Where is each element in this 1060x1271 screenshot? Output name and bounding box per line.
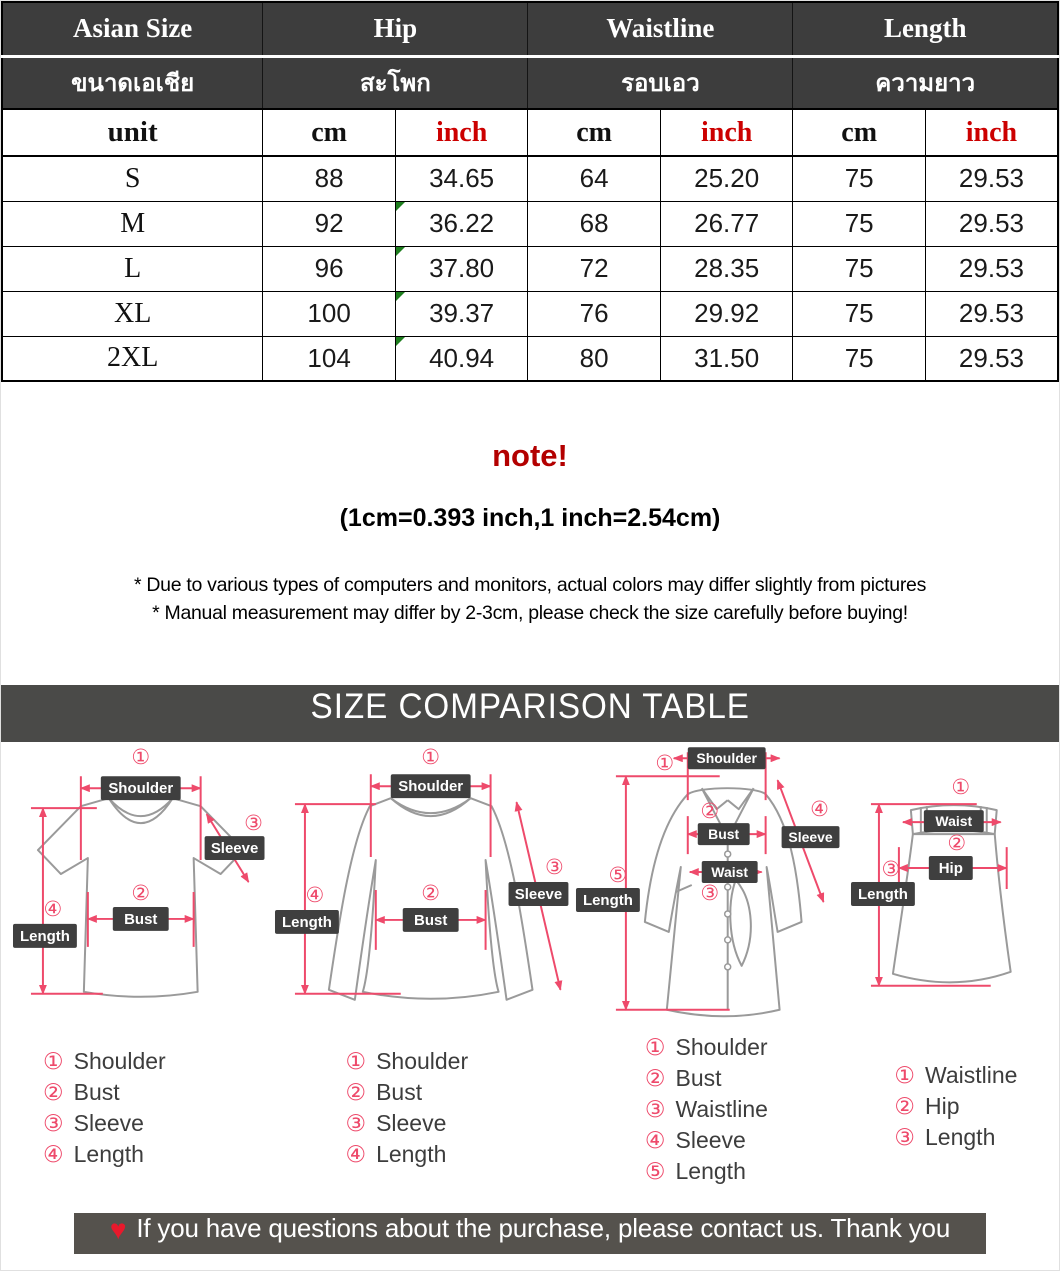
size-comparison-title: SIZE COMPARISON TABLE bbox=[310, 687, 750, 726]
header-hip-th: สะโพก bbox=[263, 56, 528, 109]
length-label bbox=[851, 882, 915, 906]
size-row: S 88 34.65 64 25.20 75 29.53 bbox=[2, 156, 1058, 201]
legend-item: ④ Length bbox=[43, 1141, 144, 1168]
size-row: XL 100 39.37 76 29.92 75 29.53 bbox=[2, 291, 1058, 336]
legend-long-sleeve bbox=[270, 1046, 569, 1170]
legend-item: ③ Sleeve bbox=[345, 1110, 447, 1137]
svg-text:Sleeve: Sleeve bbox=[514, 885, 562, 903]
size-row: 2XL 104 40.94 80 31.50 75 29.53 bbox=[2, 336, 1058, 381]
legend-tshirt bbox=[11, 1046, 270, 1170]
circled-4: ④ bbox=[810, 797, 829, 822]
coat-diagram bbox=[570, 742, 849, 1032]
size-cell: XL bbox=[2, 291, 263, 336]
svg-text:Shoulder: Shoulder bbox=[108, 780, 174, 798]
unit-cm: cm bbox=[263, 109, 396, 156]
header-waistline: Waistline bbox=[528, 2, 793, 56]
unit-label: unit bbox=[2, 109, 263, 156]
legend-item: ④ Sleeve bbox=[644, 1127, 746, 1154]
circled-2: ② bbox=[420, 880, 440, 905]
svg-text:Sleeve: Sleeve bbox=[210, 840, 259, 858]
svg-text:Hip: Hip bbox=[939, 860, 964, 878]
header-hip: Hip bbox=[263, 2, 528, 56]
circled-2: ② bbox=[700, 799, 720, 824]
unit-cm: cm bbox=[793, 109, 926, 156]
svg-text:Sleeve: Sleeve bbox=[788, 829, 833, 846]
circled-2: ② bbox=[947, 831, 967, 856]
note-line-1: * Due to various types of computers and monitors, actual colors may differ slightly from pictures bbox=[133, 574, 927, 596]
size-comparison-banner bbox=[1, 685, 1059, 742]
sleeve-label bbox=[782, 826, 840, 848]
waist-label bbox=[702, 861, 758, 883]
length-label bbox=[576, 888, 640, 912]
size-chart-table bbox=[1, 1, 1059, 382]
note-lines bbox=[1, 571, 1059, 627]
size-row: M 92 36.22 68 26.77 75 29.53 bbox=[2, 201, 1058, 246]
svg-text:Waist: Waist bbox=[711, 864, 748, 881]
circled-3: ③ bbox=[700, 880, 720, 905]
legend-item: ③ Sleeve bbox=[43, 1110, 144, 1137]
svg-text:Bust: Bust bbox=[413, 911, 447, 929]
circled-3: ③ bbox=[544, 855, 564, 880]
svg-text:Length: Length bbox=[582, 891, 633, 909]
header-row-english bbox=[2, 2, 1058, 56]
header-length: Length bbox=[793, 2, 1058, 56]
svg-text:Bust: Bust bbox=[124, 910, 158, 928]
legend-skirt bbox=[849, 1060, 1049, 1153]
svg-text:Shoulder: Shoulder bbox=[696, 750, 757, 767]
legend-item: ③ Waistline bbox=[644, 1096, 768, 1123]
svg-text:Shoulder: Shoulder bbox=[397, 778, 463, 796]
note-section bbox=[1, 382, 1059, 627]
footer-section bbox=[1, 1213, 1059, 1270]
circled-1: ① bbox=[420, 745, 440, 770]
header-waistline-th: รอบเอว bbox=[528, 56, 793, 109]
size-row: L 96 37.80 72 28.35 75 29.53 bbox=[2, 246, 1058, 291]
heart-icon: ♥ bbox=[109, 1214, 127, 1245]
svg-text:Length: Length bbox=[858, 885, 909, 903]
circled-3: ③ bbox=[244, 811, 263, 836]
legend-item: ① Shoulder bbox=[345, 1048, 469, 1075]
circled-2: ② bbox=[131, 880, 151, 905]
size-cell: 2XL bbox=[2, 336, 263, 381]
diagram-row bbox=[1, 742, 1059, 1032]
contact-banner bbox=[74, 1213, 986, 1254]
sleeve-label bbox=[205, 836, 265, 860]
coat-outline bbox=[645, 788, 802, 1016]
legend-item: ② Hip bbox=[894, 1093, 960, 1120]
legend-item: ② Bust bbox=[644, 1065, 722, 1092]
circled-1: ① bbox=[951, 775, 971, 800]
legend-item: ① Shoulder bbox=[43, 1048, 166, 1075]
circled-4: ④ bbox=[43, 896, 63, 921]
header-row-thai bbox=[2, 56, 1058, 109]
bust-label bbox=[402, 908, 458, 932]
long-sleeve-diagram bbox=[271, 742, 570, 1032]
circled-1: ① bbox=[131, 745, 151, 770]
svg-text:Length: Length bbox=[19, 927, 70, 945]
legend-item: ② Bust bbox=[345, 1079, 423, 1106]
circled-1: ① bbox=[655, 751, 675, 776]
sleeve-label bbox=[508, 882, 568, 906]
tshirt-diagram bbox=[11, 742, 271, 1032]
unit-inch: inch bbox=[925, 109, 1058, 156]
unit-cm: cm bbox=[528, 109, 661, 156]
legend-coat bbox=[570, 1032, 850, 1187]
legend-row bbox=[1, 1032, 1059, 1187]
contact-message: If you have questions about the purchase, please contact us. Thank you bbox=[136, 1213, 951, 1243]
legend-item: ② Bust bbox=[43, 1079, 120, 1106]
note-title: note! bbox=[492, 438, 568, 473]
bust-label bbox=[698, 823, 750, 845]
hip-label bbox=[929, 856, 973, 880]
header-asian-size: Asian Size bbox=[2, 2, 263, 56]
size-cell: L bbox=[2, 246, 263, 291]
circled-4: ④ bbox=[305, 882, 324, 907]
legend-item: ① Shoulder bbox=[644, 1034, 768, 1061]
header-length-th: ความยาว bbox=[793, 56, 1058, 109]
unit-row bbox=[2, 109, 1058, 156]
header-asian-size-th: ขนาดเอเชีย bbox=[2, 56, 263, 109]
size-cell: M bbox=[2, 201, 263, 246]
unit-inch: inch bbox=[395, 109, 528, 156]
length-label bbox=[274, 910, 338, 934]
length-label bbox=[13, 924, 77, 948]
note-line-2: * Manual measurement may differ by 2-3cm, please check the size carefully before buying! bbox=[152, 602, 908, 624]
svg-text:Bust: Bust bbox=[708, 826, 740, 843]
bust-label bbox=[113, 907, 169, 931]
circled-5: ⑤ bbox=[608, 863, 628, 888]
svg-text:Waist: Waist bbox=[935, 813, 973, 830]
unit-inch: inch bbox=[660, 109, 793, 156]
shoulder-label bbox=[688, 747, 766, 769]
size-cell: S bbox=[2, 156, 263, 201]
legend-item: ④ Length bbox=[345, 1141, 447, 1168]
legend-item: ① Waistline bbox=[894, 1062, 1018, 1089]
shoulder-label bbox=[390, 774, 470, 798]
waist-label bbox=[924, 810, 984, 832]
legend-item: ③ Length bbox=[894, 1124, 996, 1151]
legend-item: ⑤ Length bbox=[644, 1158, 746, 1185]
svg-text:Length: Length bbox=[281, 913, 332, 931]
skirt-diagram bbox=[849, 742, 1049, 1032]
shoulder-label bbox=[101, 776, 181, 800]
circled-3: ③ bbox=[881, 857, 901, 882]
conversion-formula: (1cm=0.393 inch,1 inch=2.54cm) bbox=[339, 504, 721, 532]
